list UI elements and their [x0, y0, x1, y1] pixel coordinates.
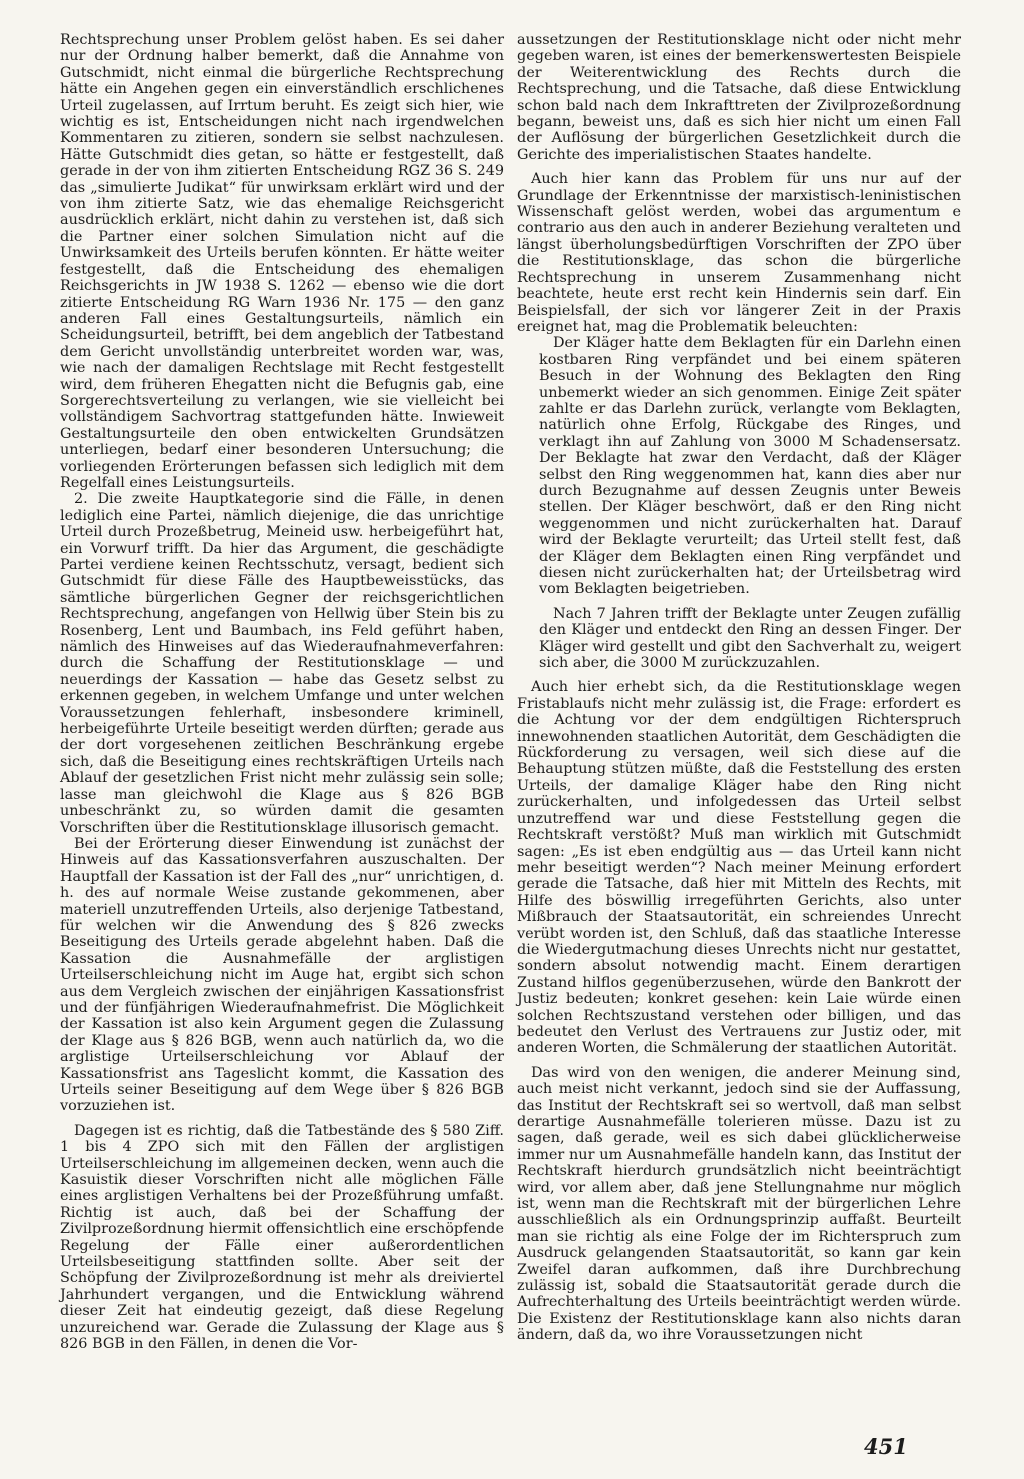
example-quote: Der Kläger hatte dem Beklagten für ein Darlehn einen kostbaren Ring verpfändet und bei einem späteren Besuch in der Wohnung des Beklagten den Ring unbemerkt wieder an sich genommen. Einige Zeit später zahlte er das Darlehn zurück, verlangte vom Beklagten, natürlich ohne Erfolg, Rückgabe des Ringes, und verklagt ihn auf Zahlung von 3000 M Schadensersatz. Der Beklagte hat zwar den Verdacht, daß der Kläger selbst den Ring weggenommen hat, kann dies aber nur durch Bezugnahme auf dessen Zeugnis unter Beweis stellen. Der Kläger beschwört, daß er den Ring nicht weggenommen und nicht zurückerhalten hat. Darauf wird der Beklagte verurteilt; das Urteil stellt fest, daß der Kläger dem Beklagten einen Ring verpfändet und diesen nicht zurückerhalten hat; der Urteilsbetrag wird vom Beklagten beigetrieben.: [539, 335, 961, 598]
left-column: [60, 32, 504, 1353]
page-number: 451: [864, 1434, 908, 1459]
paragraph: Das wird von den wenigen, die anderer Meinung sind, auch meist nicht verkannt, jedoch sind sie der Auffassung, das Institut der Rechtskraft sei so wertvoll, daß man selbst derartige Ausnahmefälle tolerieren müsse. Dazu ist zu sagen, daß gerade, weil es sich dabei glücklicherweise immer nur um Ausnahmefälle handeln kann, das Institut der Rechtskraft hierdurch grundsätzlich nicht beeinträchtigt wird, vor allem aber, daß jene Stellungnahme nur möglich ist, wenn man die Rechtskraft mit der bürgerlichen Lehre ausschließlich als ein Ordnungsprinzip auffaßt. Beurteilt man sie richtig als eine Folge der im Richterspruch zum Ausdruck gelangenden Staatsautorität, so kann gar kein Zweifel daran aufkommen, daß ihre Durchbrechung zulässig ist, sobald die Staatsautorität gerade durch die Aufrechterhaltung des Urteils beeinträchtigt werden würde. Die Existenz der Restitutionsklage kann also nichts daran ändern, daß da, wo ihre Voraussetzungen nicht: [517, 1064, 961, 1344]
paragraph: Auch hier kann das Problem für uns nur auf der Grundlage der Erkenntnisse der marxistisch-leninistischen Wissenschaft gelöst werden, wobei das argumentum e contrario aus den auch in anderer Beziehung veralteten und längst überholungsbedürftigen Vorschriften der ZPO über die Restitutionsklage, das schon die bürgerliche Rechtsprechung in unserem Zusammenhang nicht beachtete, heute erst recht kein Hindernis sein darf. Ein Beispielsfall, der sich vor längerer Zeit in der Praxis ereignet hat, mag die Problematik beleuchten:: [517, 171, 961, 335]
example-quote: Nach 7 Jahren trifft der Beklagte unter Zeugen zufällig den Kläger und entdeckt den Ring an dessen Finger. Der Kläger wird gestellt und gibt den Sachverhalt zu, weigert sich aber, die 3000 M zurückzuzahlen.: [539, 605, 961, 672]
paragraph: 2. Die zweite Hauptkategorie sind die Fälle, in denen lediglich eine Partei, nämlich diejenige, die das unrichtige Urteil durch Prozeßbetrug, Meineid usw. herbeigeführt hat, ein Vorwurf trifft. Da hier das Argument, die geschädigte Partei verdiene keinen Rechtsschutz, versagt, bedient sich Gutschmidt für diese Fälle des Hauptbeweisstücks, das sämtliche bürgerlichen Gegner der reichsgerichtlichen Rechtsprechung, angefangen von Hellwig über Stein bis zu Rosenberg, Lent und Baumbach, ins Feld geführt haben, nämlich des Hinweises auf das Wiederaufnahmeverfahren: durch die Schaffung der Restitutionsklage — und neuerdings der Kassation — habe das Gesetz selbst zu erkennen gegeben, in welchem Umfange und unter welchen Voraussetzungen fehlerhaft, insbesondere kriminell, herbeigeführte Urteile beseitigt werden dürften; gerade aus der dort vorgesehenen zeitlichen Beschränkung ergebe sich, daß die Beseitigung eines rechtskräftigen Urteils nach Ablauf der gesetzlichen Frist nicht mehr zulässig sein solle; lasse man gleichwohl die Klage aus § 826 BGB unbeschränkt zu, so würden damit die gesamten Vorschriften über die Restitutionsklage illusorisch gemacht.: [60, 491, 504, 836]
paragraph: Auch hier erhebt sich, da die Restitutionsklage wegen Fristablaufs nicht mehr zulässig ist, die Frage: erfordert es die Achtung vor der dem endgültigen Richterspruch innewohnenden staatlichen Autorität, dem Geschädigten die Rückforderung zu versagen, weil sich diese auf die Behauptung stützen müßte, daß die Feststellung des ersten Urteils, der damalige Kläger habe den Ring nicht zurückerhalten, und infolgedessen das Urteil selbst unzutreffend war und diese Feststellung gegen die Rechtskraft verstößt? Muß man wirklich mit Gutschmidt sagen: „Es ist eben endgültig aus — das Urteil kann nicht mehr beseitigt werden“? Nach meiner Meinung erfordert gerade die Tatsache, daß hier mit Mitteln des Rechts, mit Hilfe des böswillig irregeführten Gerichts, also unter Mißbrauch der Staatsautorität, ein schreiendes Unrecht verübt worden ist, den Schluß, daß das staatliche Interesse die Wiedergutmachung dieses Unrechts nicht nur gestattet, sondern absolut notwendig macht. Einem derartigen Zustand hilflos gegenüberzusehen, würde den Bankrott der Justiz bedeuten; konkret gesehen: kein Laie würde einen solchen Rechtszustand verstehen oder billigen, und das bedeutet den Verlust des Vertrauens zur Justiz oder, mit anderen Worten, die Schmälerung der staatlichen Autorität.: [517, 679, 961, 1057]
paragraph: aussetzungen der Restitutionsklage nicht oder nicht mehr gegeben waren, ist eines der bemerkenswertesten Beispiele der Weiterentwicklung des Rechts durch die Rechtsprechung, und die Tatsache, daß diese Entwicklung schon bald nach dem Inkrafttreten der Zivilprozeßordnung begann, beweist uns, daß es sich hier nicht um einen Fall der Auflösung der bürgerlichen Gesetzlichkeit durch die Gerichte des imperialistischen Staates handelte.: [517, 32, 961, 163]
paragraph: Dagegen ist es richtig, daß die Tatbestände des § 580 Ziff. 1 bis 4 ZPO sich mit den Fällen der arglistigen Urteilserschleichung im allgemeinen decken, wenn auch die Kasuistik dieser Vorschriften nicht alle möglichen Fälle eines arglistigen Verhaltens bei der Prozeßführung umfaßt. Richtig ist auch, daß bei der Schaffung der Zivilprozeßordnung hiermit offensichtlich eine erschöpfende Regelung der Fälle einer außerordentlichen Urteilsbeseitigung stattfinden sollte. Aber seit der Schöpfung der Zivilprozeßordnung ist mehr als dreiviertel Jahrhundert vergangen, und die Entwicklung während dieser Zeit hat eindeutig gezeigt, daß diese Regelung unzureichend war. Gerade die Zulassung der Klage aus § 826 BGB in den Fällen, in denen die Vor-: [60, 1122, 504, 1353]
paragraph: Bei der Erörterung dieser Einwendung ist zunächst der Hinweis auf das Kassationsverfahren auszuschalten. Der Hauptfall der Kassation ist der Fall des „nur“ unrichtigen, d. h. des auf normale Weise zustande gekommenen, aber materiell unzutreffenden Urteils, also derjenige Tatbestand, für welchen wir die Anwendung des § 826 zwecks Beseitigung des Urteils gerade abgelehnt haben. Daß die Kassation die Ausnahmefälle der arglistigen Urteilserschleichung nicht im Auge hat, ergibt sich schon aus dem Vergleich zwischen der einjährigen Kassationsfrist und der fünfjährigen Wiederaufnahmefrist. Die Möglichkeit der Kassation ist also kein Argument gegen die Zulassung der Klage aus § 826 BGB, wenn auch natürlich da, wo die arglistige Urteilserschleichung vor Ablauf der Kassationsfrist ans Tageslicht kommt, die Kassation des Urteils seiner Beseitigung auf dem Wege über § 826 BGB vorzuziehen ist.: [60, 835, 504, 1115]
right-column: [517, 32, 961, 1344]
paragraph: Rechtsprechung unser Problem gelöst haben. Es sei daher nur der Ordnung halber bemerkt, daß die Annahme von Gutschmidt, nicht einmal die bürgerliche Rechtsprechung hätte ein Angehen gegen ein einverständlich erschlichenes Urteil zugelassen, auf Irrtum beruht. Es zeigt sich hier, wie wichtig es ist, Entscheidungen nicht nach irgendwelchen Kommentaren zu zitieren, sondern sie selbst nachzulesen. Hätte Gutschmidt dies getan, so hätte er festgestellt, daß gerade in der von ihm zitierten Entscheidung RGZ 36 S. 249 das „simulierte Judikat“ für unwirksam erklärt wird und der von ihm zitierte Satz, wie das ehemalige Reichsgericht ausdrücklich erklärt, nicht dahin zu verstehen ist, daß sich die Partner einer solchen Simulation nicht auf die Unwirksamkeit des Urteils berufen könnten. Er hätte weiter festgestellt, daß die Entscheidung des ehemaligen Reichsgerichts in JW 1938 S. 1262 — ebenso wie die dort zitierte Entscheidung RG Warn 1936 Nr. 175 — den ganz anderen Fall eines Gestaltungsurteils, nämlich ein Scheidungsurteil, betrifft, bei dem angeblich der Tatbestand dem Gericht unvollständig unterbreitet worden war, was, wie nach der damaligen Rechtslage mit Recht festgestellt wird, dem früheren Ehegatten nicht die Befugnis gab, eine Sorgerechtsverteilung zu verlangen, wie sie vielleicht bei vollständigem Sachvortrag stattgefunden hätte. Inwieweit Gestaltungsurteile den oben entwickelten Grundsätzen unterliegen, bedarf einer besonderen Untersuchung; die vorliegenden Erörterungen befassen sich lediglich mit dem Regelfall eines Leistungsurteils.: [60, 32, 504, 491]
